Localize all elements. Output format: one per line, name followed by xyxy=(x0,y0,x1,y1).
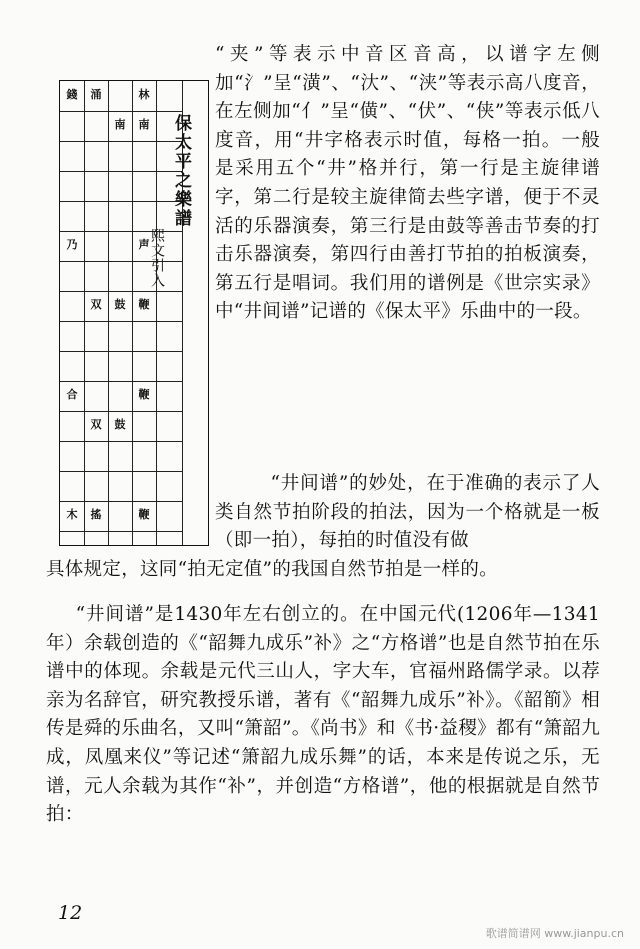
page-number: 12 xyxy=(58,902,83,924)
grid-line xyxy=(60,171,182,172)
grid-line xyxy=(60,291,182,292)
score-cell: 双 xyxy=(90,418,102,431)
score-cell: 双 xyxy=(90,298,102,311)
score-title: 保太平之樂譜 xyxy=(171,114,191,228)
score-cell: 合 xyxy=(66,388,78,401)
watermark: 歌谱简谱网 www.jianpu.cn xyxy=(485,927,624,940)
score-cell: 搖 xyxy=(90,508,102,521)
score-cell: 林 xyxy=(138,88,150,101)
score-cell: 乃 xyxy=(66,238,78,251)
score-cell: 南 xyxy=(138,118,150,131)
grid-line xyxy=(60,441,182,442)
grid-line xyxy=(60,321,182,322)
score-cell: 鼓 xyxy=(114,298,126,311)
grid-line xyxy=(60,351,182,352)
score-cell: 鞭 xyxy=(138,298,150,311)
score-cell: 鼓 xyxy=(114,418,126,431)
score-cell: 涌 xyxy=(90,88,102,101)
paragraph-2-tail: 具体规定，这同“拍无定值”的我国自然节拍是一样的。 xyxy=(46,558,498,580)
score-subtitle: 熙文引入 xyxy=(149,228,165,288)
grid-line xyxy=(60,411,182,412)
grid-line xyxy=(60,201,182,202)
score-cell: 鞭 xyxy=(138,388,150,401)
score-cell: 鞭 xyxy=(138,508,150,521)
score-cell: 木 xyxy=(66,508,78,521)
grid-line xyxy=(60,111,182,112)
paragraph-2-lead: “井间谱”的妙处，在于准确的表示了人类自然节拍阶段的拍法，因为一个格就是一板（即一拍），每拍的时值没有做 xyxy=(215,473,600,552)
score-cell: 錢 xyxy=(66,88,78,101)
paragraph-3: “井间谱”是1430年左右创立的。在中国元代(1206年—1341年）余载创造的《“韶舞九成乐”补》之“方格谱”也是自然节拍在乐谱中的体现。余载是元代三山人，字大车，官福州路儒学录。以荐亲为名辞官，研究教授乐谱，著有《“韶舞九成乐”补》。《韶箾》相传是舜的乐曲名，又叫“箫韶”。《尚书》和《书·益稷》都有“箫韶九成，凤凰来仪”等记述“箫韶九成乐舞”的话，本来是传说之乐，无谱，元人余载为其作“补”，并创造“方格谱”，他的根据就是自然节拍： xyxy=(46,604,600,826)
score-cell: 声 xyxy=(138,238,150,251)
paragraph-1: “夹”等表示中音区音高，以谱字左侧加“氵”呈“潢”、“汏”、“浃”等表示高八度音，在左侧加“亻”呈“僙”、“伏”、“侠”等表示低八度音，用“井字格表示时值，每格一拍。一般是采用五个“井”格并行，第一行是主旋律谱字，第二行是较主旋律简去些字谱，便于不灵活的乐器演奏，第三行是由鼓等善击节奏的打击乐器演奏，第四行由善打节拍的拍板演奏，第五行是唱词。我们用的谱例是《世宗实录》中“井间谱”记谱的《保太平》乐曲中的一段。 xyxy=(215,44,600,323)
grid-line xyxy=(60,141,182,142)
paragraph-2 xyxy=(46,470,600,584)
score-cell: 南 xyxy=(114,118,126,131)
grid-line xyxy=(60,381,182,382)
